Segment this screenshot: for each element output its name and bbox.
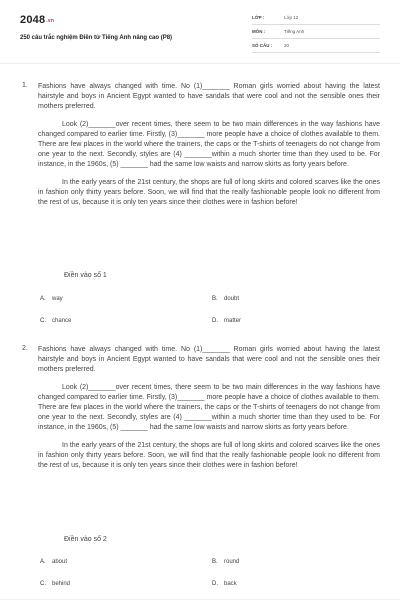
answer-option-b[interactable] xyxy=(212,559,239,565)
option-text: doubt xyxy=(224,296,240,302)
answer-option-c[interactable] xyxy=(40,318,71,324)
answer-option-d[interactable] xyxy=(212,581,237,587)
divider xyxy=(0,63,400,64)
meta-value: 20 xyxy=(284,43,290,48)
answer-option-a[interactable] xyxy=(40,296,63,302)
answer-option-b[interactable] xyxy=(212,296,239,302)
question-prompt: Điền vào số 2 xyxy=(64,536,107,543)
logo-text: 2048 xyxy=(20,14,46,26)
question-passage xyxy=(38,82,380,216)
answer-option-a[interactable] xyxy=(40,559,67,565)
meta-key: LỚP : xyxy=(252,15,265,20)
question-number: 1. xyxy=(22,82,28,89)
question-passage xyxy=(38,345,380,479)
option-text: way xyxy=(52,296,63,302)
option-text: behind xyxy=(52,581,71,587)
option-letter: B. xyxy=(212,296,218,302)
option-text: about xyxy=(52,559,68,565)
logo-suffix: .vn xyxy=(46,18,55,24)
meta-row-count xyxy=(252,41,380,53)
option-letter: A. xyxy=(40,296,46,302)
passage-paragraph: Look (2)_______over recent times, there seem to be two main differences in the way fashions have changed compared to earlier time. Firstly, (3)_______ more people have a choice of clothes available to them. There are few places in the world where the trainers, the caps or the T-shirts of teenagers do not change from one year to the next. Secondly, styles are (4) _______within a much shorter time than they used to be. For instance, in the 1960s, (5) _______ had the same low waists and narrow skirts as forty years before. xyxy=(38,121,380,168)
passage-paragraph: Look (2)_______over recent times, there seem to be two main differences in the way fashions have changed compared to earlier time. Firstly, (3)_______ more people have a choice of clothes available to them. There are few places in the world where the trainers, the caps or the T-shirts of teenagers do not change from one year to the next. Secondly, styles are (4) _______within a much shorter time than they used to be. For instance, in the 1960s, (5) _______ had the same low waists and narrow skirts as forty years before. xyxy=(38,384,380,431)
page-title: 250 câu trắc nghiệm Điền từ Tiếng Anh nâng cao (P8) xyxy=(20,35,173,41)
option-text: round xyxy=(224,559,240,565)
option-letter: A. xyxy=(40,559,46,565)
answer-option-d[interactable] xyxy=(212,318,241,324)
option-text: back xyxy=(224,581,237,587)
option-letter: B. xyxy=(212,559,218,565)
meta-value: Tiếng Anh xyxy=(284,29,305,34)
meta-row-class xyxy=(252,13,380,25)
meta-key: SỐ CÂU : xyxy=(252,43,273,48)
question-number: 2. xyxy=(22,345,28,352)
question-prompt: Điền vào số 1 xyxy=(64,272,107,279)
answer-option-c[interactable] xyxy=(40,581,70,587)
passage-paragraph: In the early years of the 21st century, the shops are full of long skirts and colored scarves like the ones in fashion only thirty years before. Soon, we will find that the really fashionable people look no different from the rest of us, because it is only ten years since their clothes were in fashion before! xyxy=(38,442,380,469)
option-letter: C. xyxy=(40,581,46,587)
option-letter: D. xyxy=(212,581,218,587)
option-text: matter xyxy=(224,318,242,324)
meta-key: MÔN : xyxy=(252,29,266,34)
option-text: chance xyxy=(52,318,72,324)
page-header xyxy=(0,0,400,62)
meta-row-subject xyxy=(252,27,380,39)
passage-paragraph: Fashions have always changed with time. No (1)_______ Roman girls worried about having the latest hairstyle and boys in Ancient Egypt wanted to have sandals that were cool and not the sensible ones their mothers preferred. xyxy=(38,83,380,110)
meta-value: Lớp 12 xyxy=(284,15,299,20)
option-letter: D. xyxy=(212,318,218,324)
option-letter: C. xyxy=(40,318,46,324)
passage-paragraph: In the early years of the 21st century, the shops are full of long skirts and colored scarves like the ones in fashion only thirty years before. Soon, we will find that the really fashionable people look no different from the rest of us, because it is only ten years since their clothes were in fashion before! xyxy=(38,179,380,206)
meta-table xyxy=(252,13,380,55)
passage-paragraph: Fashions have always changed with time. No (1)_______ Roman girls worried about having the latest hairstyle and boys in Ancient Egypt wanted to have sandals that were cool and not the sensible ones their mothers preferred. xyxy=(38,346,380,373)
site-logo[interactable] xyxy=(20,14,54,26)
